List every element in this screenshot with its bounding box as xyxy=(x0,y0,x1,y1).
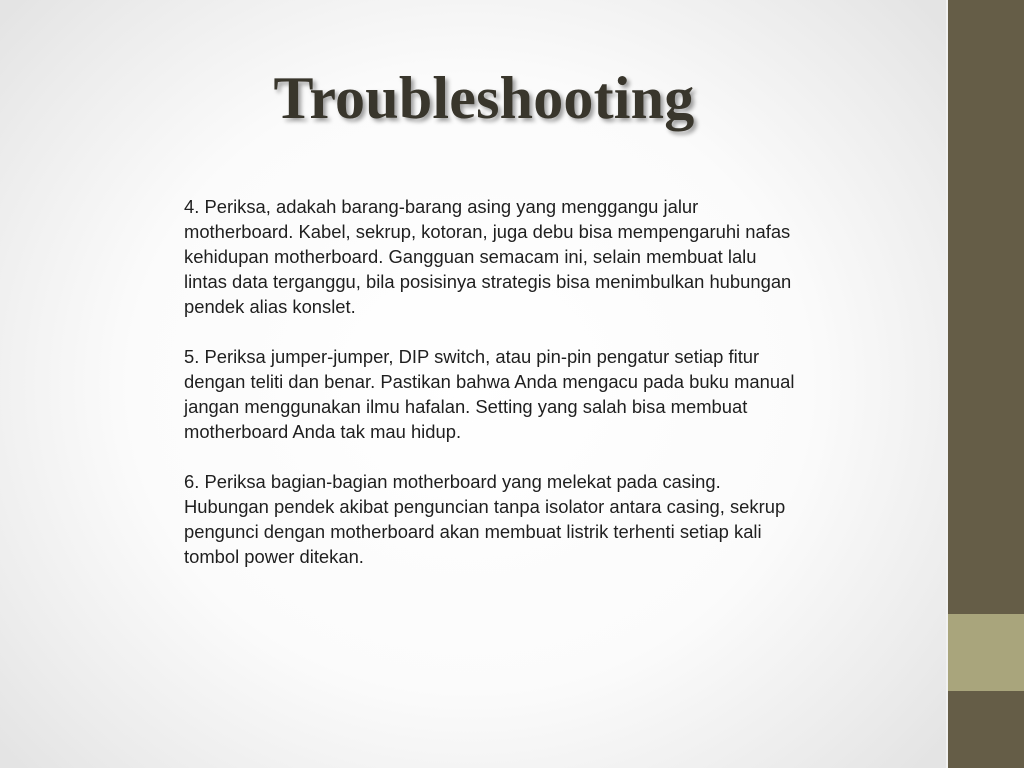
slide-title: Troubleshooting xyxy=(273,65,695,131)
paragraph-item-4: 4. Periksa, adakah barang-barang asing yang menggangu jalur motherboard. Kabel, sekrup, kotoran, juga debu bisa mempengaruhi nafas kehidupan motherboard. Gangguan semacam ini, selain membuat lalu lintas data terganggu, bila posisinya strategis bisa menimbulkan hubungan pendek alias konslet. xyxy=(184,196,792,317)
paragraph-item-6: 6. Periksa bagian-bagian motherboard yang melekat pada casing. Hubungan pendek akibat penguncian tanpa isolator antara casing, sekrup pengunci dengan motherboard akan membuat listrik terhenti setiap kali tombol power ditekan. xyxy=(184,471,786,567)
paragraph-item-5: 5. Periksa jumper-jumper, DIP switch, atau pin-pin pengatur setiap fitur dengan teliti dan benar. Pastikan bahwa Anda mengacu pada buku manual jangan menggunakan ilmu hafalan. Setting yang salah bisa membuat motherboard Anda tak mau hidup. xyxy=(184,346,795,442)
sidebar-accent-block xyxy=(948,614,1024,691)
slide-body xyxy=(184,194,796,594)
